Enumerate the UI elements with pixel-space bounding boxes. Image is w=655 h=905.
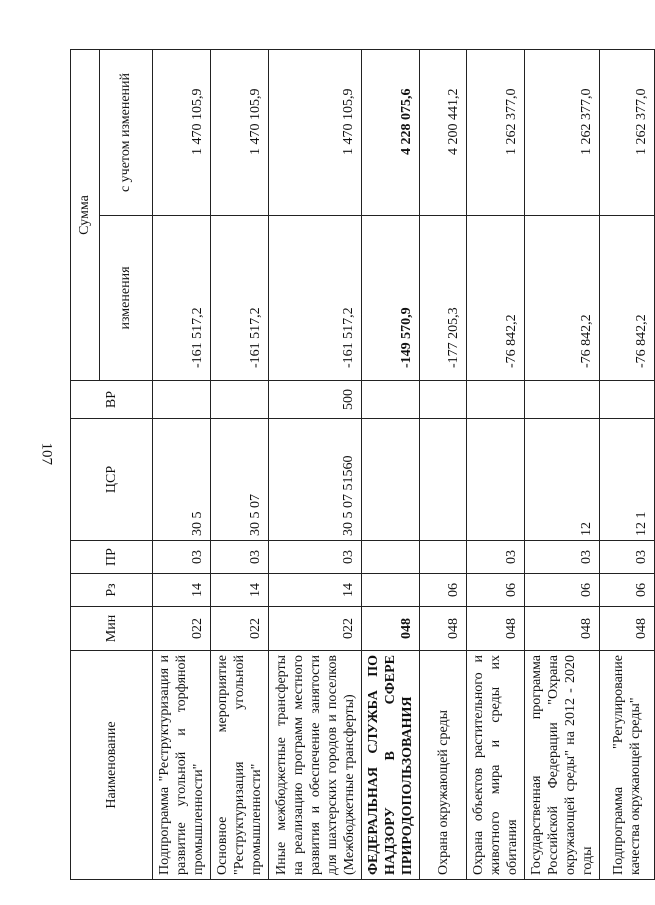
row-csr: 12 1 — [600, 419, 655, 541]
table-row — [525, 50, 600, 880]
header-with-changes: с учетом изменений — [100, 50, 153, 216]
row-pr: 03 — [269, 541, 362, 574]
row-min: 022 — [211, 607, 269, 651]
row-rz: 06 — [467, 574, 525, 607]
row-csr: 30 5 07 51560 — [269, 419, 362, 541]
row-vr — [525, 381, 600, 419]
row-pr — [420, 541, 467, 574]
row-changes: -161 517,2 — [211, 216, 269, 381]
table-row — [269, 50, 362, 880]
table-row — [467, 50, 525, 880]
row-min: 048 — [600, 607, 655, 651]
row-rz: 14 — [153, 574, 211, 607]
header-csr: ЦСР — [71, 419, 153, 541]
row-csr: 12 — [525, 419, 600, 541]
row-total: 1 470 105,9 — [153, 50, 211, 216]
row-total: 1 470 105,9 — [211, 50, 269, 216]
header-min: Мин — [71, 607, 153, 651]
row-changes: -161 517,2 — [153, 216, 211, 381]
row-vr — [420, 381, 467, 419]
row-changes: -76 842,2 — [467, 216, 525, 381]
row-name: Иные межбюджетные трансферты на реализацию программ местного развития и обеспечение занятости для шахтерских городов и поселков (Межбюджетные трансферты) — [269, 651, 362, 880]
row-rz: 14 — [269, 574, 362, 607]
budget-table-container — [70, 50, 649, 880]
row-total: 1 262 377,0 — [525, 50, 600, 216]
row-total: 4 228 075,6 — [362, 50, 420, 216]
table-row — [153, 50, 211, 880]
row-changes: -177 205,3 — [420, 216, 467, 381]
table-row — [600, 50, 655, 880]
row-rz: 06 — [420, 574, 467, 607]
row-name: ФЕДЕРАЛЬНАЯ СЛУЖБА ПО НАДЗОРУ В СФЕРЕ ПРИРОДОПОЛЬЗОВАНИЯ — [362, 651, 420, 880]
row-min: 048 — [525, 607, 600, 651]
row-name: Государственная программа Российской Федерации "Охрана окружающей среды" на 2012 - 2020 годы — [525, 651, 600, 880]
row-total: 4 200 441,2 — [420, 50, 467, 216]
table-row — [420, 50, 467, 880]
row-vr — [467, 381, 525, 419]
row-pr: 03 — [525, 541, 600, 574]
row-name: Подпрограмма "Реструктуризация и развитие угольной и торфяной промышленности" — [153, 651, 211, 880]
row-vr: 500 — [269, 381, 362, 419]
row-changes: -149 570,9 — [362, 216, 420, 381]
row-csr: 30 5 07 — [211, 419, 269, 541]
row-csr — [420, 419, 467, 541]
row-changes: -161 517,2 — [269, 216, 362, 381]
row-rz: 06 — [600, 574, 655, 607]
row-min: 048 — [467, 607, 525, 651]
header-vr: ВР — [71, 381, 153, 419]
row-rz — [362, 574, 420, 607]
row-min: 048 — [420, 607, 467, 651]
row-vr — [153, 381, 211, 419]
row-changes: -76 842,2 — [600, 216, 655, 381]
row-name: Основное мероприятие "Реструктуризация угольной промышленности" — [211, 651, 269, 880]
row-min: 022 — [269, 607, 362, 651]
header-rz: Рз — [71, 574, 153, 607]
row-pr: 03 — [153, 541, 211, 574]
row-vr — [211, 381, 269, 419]
row-pr — [362, 541, 420, 574]
row-name: Подпрограмма "Регулирование качества окружающей среды" — [600, 651, 655, 880]
row-total: 1 262 377,0 — [467, 50, 525, 216]
table-row — [211, 50, 269, 880]
row-vr — [600, 381, 655, 419]
row-rz: 14 — [211, 574, 269, 607]
row-pr: 03 — [211, 541, 269, 574]
row-total: 1 262 377,0 — [600, 50, 655, 216]
row-name: Охрана окружающей среды — [420, 651, 467, 880]
row-rz: 06 — [525, 574, 600, 607]
row-pr: 03 — [600, 541, 655, 574]
header-name: Наименование — [71, 651, 153, 880]
row-csr: 30 5 — [153, 419, 211, 541]
header-sum: Сумма — [71, 50, 100, 381]
page-number: 107 — [38, 442, 55, 465]
row-min: 048 — [362, 607, 420, 651]
row-csr — [467, 419, 525, 541]
row-total: 1 470 105,9 — [269, 50, 362, 216]
row-name: Охрана объектов растительного и животного мира и среды их обитания — [467, 651, 525, 880]
row-pr: 03 — [467, 541, 525, 574]
row-vr — [362, 381, 420, 419]
row-min: 022 — [153, 607, 211, 651]
budget-table — [70, 49, 655, 880]
header-changes: изменения — [100, 216, 153, 381]
row-changes: -76 842,2 — [525, 216, 600, 381]
row-csr — [362, 419, 420, 541]
header-pr: ПР — [71, 541, 153, 574]
table-row — [362, 50, 420, 880]
